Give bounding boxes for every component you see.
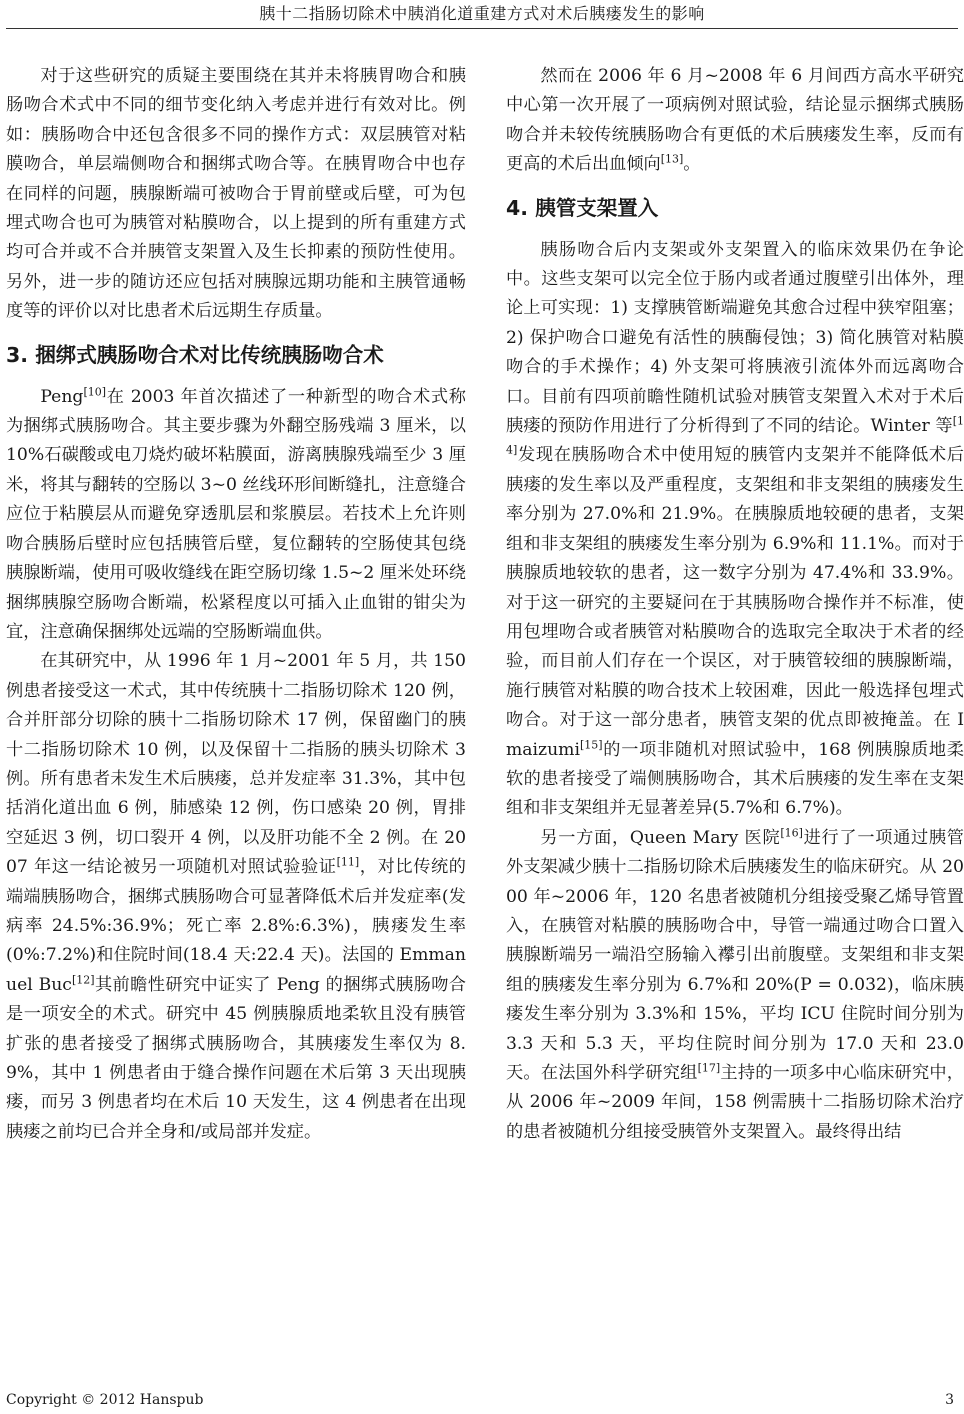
- paragraph-text: ，对比传统的端端胰肠吻合，捆绑式胰肠吻合可显著降低术后并发症率(发病率 24.5%:36.9%；死亡率 2.8%:6.3%)，胰瘘发生率(0%:7.2%)和住院时间(18.4 天:22.4 天)。法国的 Emmanuel Buc: [6, 857, 466, 995]
- citation-ref: [16]: [780, 826, 803, 840]
- page-number: 3: [945, 1392, 954, 1408]
- paragraph-text: 发现在胰肠吻合术中使用短的胰管内支架并不能降低术后胰瘘的发生率以及严重程度，支架组和非支架组的胰瘘发生率分别为 27.0%和 21.9%。在胰腺质地较硬的患者，支架组和非支架组的胰瘘发生率分别为 6.9%和 11.1%。而对于胰腺质地较软的患者，这一数字分别为 47.4%和 33.9%。对于这一研究的主要疑问在于其胰肠吻合操作并不标准，使用包埋吻合或者胰管对粘膜吻合的选取完全取决于术者的经验，而目前人们存在一个误区，对于胰管较细的胰腺断端，施行胰管对粘膜的吻合技术上较困难，因此一般选择包埋式吻合。对于这一部分患者，胰管支架的优点即被掩盖。在 Imaizumi: [506, 445, 964, 760]
- paragraph-text: 进行了一项通过胰管外支架减少胰十二指肠切除术后胰瘘发生的临床研究。从 2000 年~2006 年，120 名患者被随机分组接受聚乙烯导管置入，在胰管对粘膜的胰肠吻合中，导管一端通过吻合口置入胰腺断端另一端沿空肠输入襻引出前腹壁。支架组和非支架组的胰瘘发生率分别为 6.7%和 20%(P = 0.032)，临床胰瘘发生率分别为 3.3%和 15%，平均 ICU 住院时间分别为 3.3 天和 5.3 天，平均住院时间分别为 17.0 天和 23.0 天。在法国外科学研究组: [506, 827, 964, 1083]
- paragraph-text: 然而在 2006 年 6 月~2008 年 6 月间西方高水平研究中心第一次开展了一项病例对照试验，结论显示捆绑式胰肠吻合并未较传统胰肠吻合有更低的术后胰瘘发生率，反而有更高的术后出血倾向: [506, 66, 964, 175]
- section-3-heading: 3. 捆绑式胰肠吻合术对比传统胰肠吻合术: [6, 342, 384, 367]
- right-column: [506, 62, 964, 1147]
- running-header-title: 胰十二指肠切除术中胰消化道重建方式对术后胰瘘发生的影响: [259, 4, 705, 23]
- paragraph-text: 主持的一项多中心临床研究中，从 2006 年~2009 年间，158 例需胰十二指肠切除术治疗的患者被随机分组接受胰管外支架置入。最终得出结: [506, 1063, 964, 1142]
- footer-copyright: Copyright © 2012 Hanspub: [6, 1392, 204, 1408]
- citation-ref: [12]: [71, 973, 95, 987]
- stent-paragraph: [506, 236, 964, 824]
- paragraph-text: 胰肠吻合后内支架或外支架置入的临床效果仍在争论中。这些支架可以完全位于肠内或者通过腹壁引出体外，理论上可实现：1) 支撑胰管断端避免其愈合过程中狭窄阻塞；2) 保护吻合口避免有活性的胰酶侵蚀；3) 简化胰管对粘膜吻合的手术操作；4) 外支架可将胰液引流体外而远离吻合口。目前有四项前瞻性随机试验对胰管支架置入术对于术后胰瘘的预防作用进行了分析得到了不同的结论。Winter 等: [506, 239, 964, 437]
- western-study-paragraph: [506, 62, 964, 180]
- peng-paragraph: [6, 383, 466, 648]
- paragraph-text: 在其研究中，从 1996 年 1 月~2001 年 5 月，共 150 例患者接受这一术式，其中传统胰十二指肠切除术 120 例，合并肝部分切除的胰十二指肠切除术 17 例，保留幽门的胰十二指肠切除术 10 例，以及保留十二指肠的胰头切除术 3 例。所有患者未发生术后胰瘘，总并发症率 31.3%，其中包括消化道出血 6 例，肺感染 12 例，伤口感染 20 例，胃排空延迟 3 例，切口裂开 4 例，以及肝功能不全 2 例。在 2007 年这一结论被另一项随机对照试验验证: [6, 651, 466, 878]
- citation-ref: [10]: [83, 384, 107, 398]
- section-4-heading: 4. 胰管支架置入: [506, 195, 659, 220]
- citation-ref: [17]: [697, 1061, 721, 1075]
- paragraph-text: 的一项非随机对照试验中，168 例胰腺质地柔软的患者接受了端侧胰肠吻合，其术后胰瘘的发生率在支架组和非支架组并无显著差异(5.7%和 6.7%)。: [506, 739, 964, 819]
- paragraph-text: 。: [683, 154, 701, 175]
- paragraph-text: 在 2003 年首次描述了一种新型的吻合术式称为捆绑式胰肠吻合。其主要步骤为外翻空肠残端 3 厘米，以 10%石碳酸或电刀烧灼破坏粘膜面，游离胰腺残端至少 3 厘米，将其与翻转的空肠以 3~0 丝线环形间断缝扎，注意缝合应位于粘膜层从而避免穿透肌层和浆膜层。若技术上允许则吻合胰肠后壁时应包括胰管后壁，复位翻转的空肠使其包绕胰腺断端，使用可吸收缝线在距空肠切缘 1.5~2 厘米处环绕捆绑胰腺空肠吻合断端，松紧程度以可插入止血钳的钳尖为宜，注意确保捆绑处远端的空肠断端血供。: [6, 386, 466, 642]
- paragraph-text: 其前瞻性研究中证实了 Peng 的捆绑式胰肠吻合是一项安全的术式。研究中 45 例胰腺质地柔软且没有胰管扩张的患者接受了捆绑式胰肠吻合，其胰瘘发生率仅为 8.9%，其中 1 例患者由于缝合操作问题在术后第 3 天出现胰瘘，而另 3 例患者均在术后 10 天发生，这 4 例患者在出现胰瘘之前均已合并全身和/或局部并发症。: [6, 974, 466, 1142]
- citation-ref: [15]: [579, 737, 603, 751]
- citation-ref: [13]: [660, 152, 684, 166]
- left-column: [6, 62, 466, 1147]
- author-name: Peng: [40, 386, 84, 407]
- citation-ref: [14]: [506, 414, 964, 457]
- paragraph-text: 另一方面，Queen Mary 医院: [540, 827, 781, 848]
- queen-mary-paragraph: [506, 824, 964, 1147]
- intro-paragraph: 对于这些研究的质疑主要围绕在其并未将胰胃吻合和胰肠吻合术式中不同的细节变化纳入考虑并进行有效对比。例如：胰肠吻合中还包含很多不同的操作方式：双层胰管对粘膜吻合，单层端侧吻合和捆绑式吻合等。在胰胃吻合中也存在同样的问题，胰腺断端可被吻合于胃前壁或后壁，可为包埋式吻合也可为胰管对粘膜吻合，以上提到的所有重建方式均可合并或不合并胰管支架置入及生长抑素的预防性使用。另外，进一步的随访还应包括对胰腺远期功能和主胰管通畅度等的评价以对比患者术后远期生存质量。: [6, 66, 466, 322]
- header-divider: [6, 28, 958, 29]
- citation-ref: [11]: [336, 855, 360, 869]
- study-results-paragraph: [6, 647, 466, 1147]
